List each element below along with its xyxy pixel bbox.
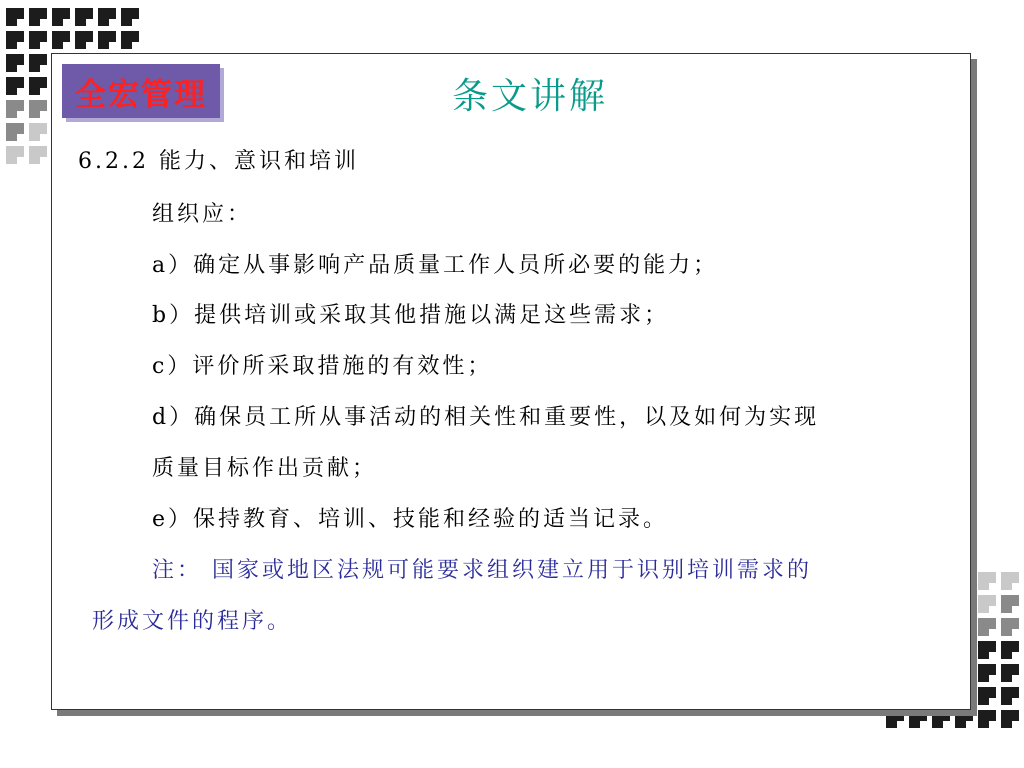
decorative-square — [6, 31, 24, 49]
decorative-square — [978, 595, 996, 613]
decorative-square — [121, 8, 139, 26]
decorative-square — [978, 710, 996, 728]
decorative-square — [1001, 664, 1019, 682]
list-item-c: c）评价所采取措施的有效性； — [152, 354, 493, 379]
decorative-square — [29, 31, 47, 49]
note-line-1: 注： 国家或地区法规可能要求组织建立用于识别培训需求的 — [152, 558, 812, 583]
decorative-square — [29, 100, 47, 118]
decorative-square — [6, 8, 24, 26]
decorative-square — [98, 8, 116, 26]
decorative-square — [98, 31, 116, 49]
note-line-2: 形成文件的程序。 — [92, 609, 293, 634]
decorative-square — [29, 54, 47, 72]
decorative-square — [978, 618, 996, 636]
list-item-e: e）保持教育、培训、技能和经验的适当记录。 — [152, 507, 669, 532]
brand-badge — [62, 64, 220, 118]
decorative-square — [75, 31, 93, 49]
clause-heading: 6.2.2 能力、意识和培训 — [78, 149, 359, 174]
decorative-square — [6, 100, 24, 118]
decorative-square — [1001, 641, 1019, 659]
decorative-square — [75, 8, 93, 26]
decorative-square — [978, 641, 996, 659]
list-item-b: b）提供培训或采取其他措施以满足这些需求； — [152, 303, 670, 328]
decorative-square — [6, 123, 24, 141]
decorative-square — [6, 77, 24, 95]
decorative-square — [29, 123, 47, 141]
slide-title: 条文讲解 — [451, 76, 608, 117]
decorative-square — [52, 8, 70, 26]
decorative-square — [52, 31, 70, 49]
decorative-square — [978, 572, 996, 590]
decorative-square — [29, 146, 47, 164]
decorative-square — [1001, 572, 1019, 590]
list-item-d-continued: 质量目标作出贡献； — [152, 456, 378, 481]
decorative-square — [978, 687, 996, 705]
decorative-square — [29, 8, 47, 26]
decorative-square — [1001, 618, 1019, 636]
list-item-d: d）确保员工所从事活动的相关性和重要性，以及如何为实现 — [152, 405, 820, 430]
decorative-square — [978, 664, 996, 682]
decorative-square — [29, 77, 47, 95]
decorative-square — [121, 31, 139, 49]
list-item-a: a）确定从事影响产品质量工作人员所必要的能力； — [152, 253, 719, 278]
decorative-square — [6, 54, 24, 72]
brand-badge-label: 全宏管理 — [75, 76, 207, 113]
decorative-square — [1001, 595, 1019, 613]
intro-text: 组织应： — [152, 202, 253, 227]
decorative-square — [1001, 710, 1019, 728]
decorative-square — [1001, 687, 1019, 705]
decorative-square — [6, 146, 24, 164]
